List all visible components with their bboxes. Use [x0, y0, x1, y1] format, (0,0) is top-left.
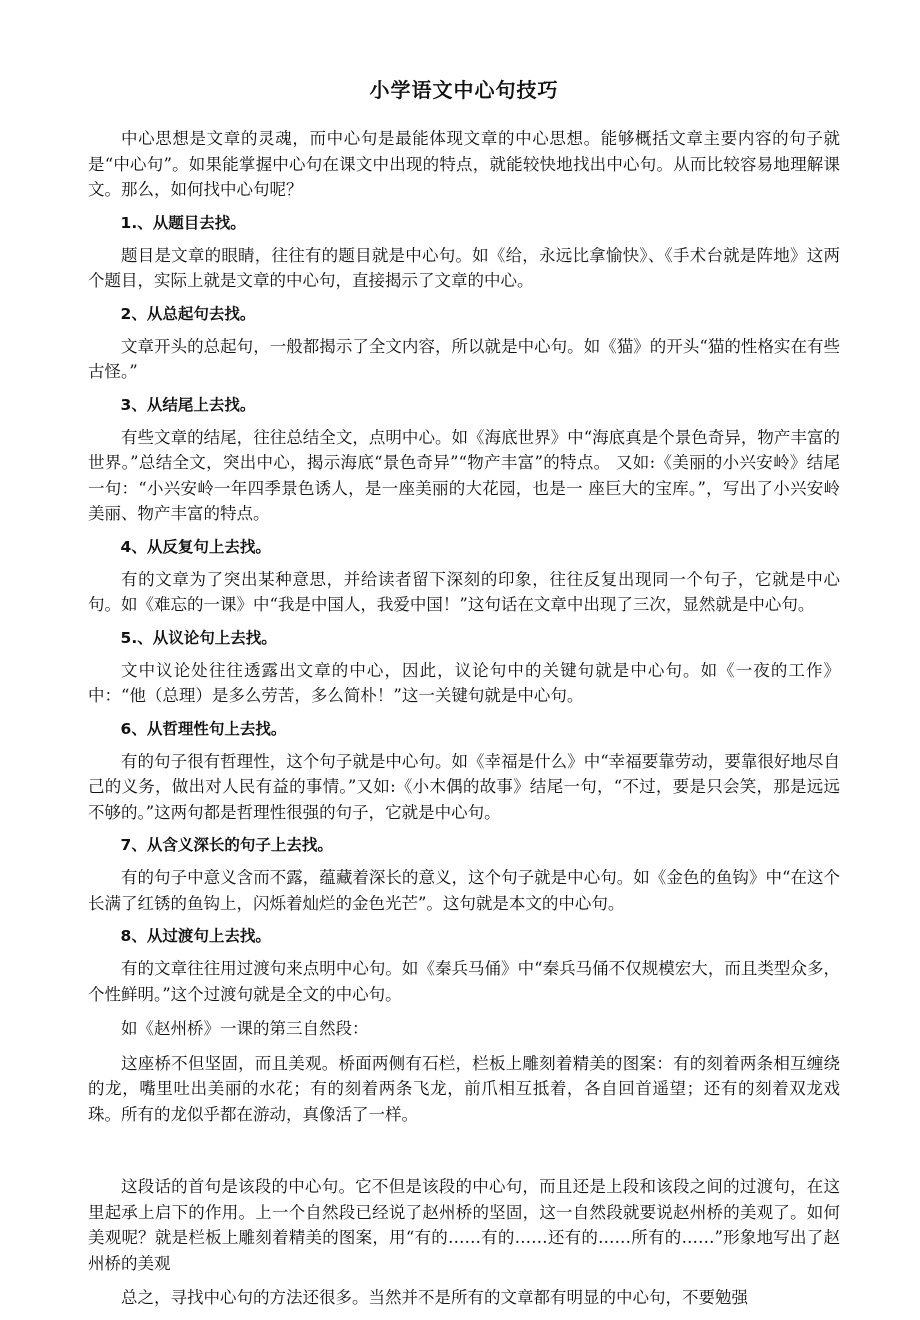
section-heading-4: 4、从反复句上去找。: [120, 537, 271, 556]
section-text-8: 有的文章往往用过渡句来点明中心句。如《秦兵马俑》中“秦兵马俑不仅规模宏大，而且类型众多，个性鲜明。”这个过渡句就是全文的中心句。: [88, 959, 840, 1004]
section-text-1: 题目是文章的眼睛，往往有的题目就是中心句。如《给，永远比拿愉快》、《手术台就是阵地》这两个题目，实际上就是文章的中心句，直接揭示了文章的中心。: [88, 245, 840, 290]
section-heading-5: 5.、从议论句上去找。: [120, 628, 277, 647]
section-heading-7: 7、从含义深长的句子上去找。: [120, 836, 333, 854]
section-text-6: 有的句子很有哲理性，这个句子就是中心句。如《幸福是什么》中“幸福要靠劳动，要靠很好地尽自己的义务，做出对人民有益的事情。”又如:《小木偶的故事》结尾一句，“不过，要是只会笑，那是远远不够的。”这两句都是哲理性很强的句子，它就是中心句。: [88, 751, 840, 822]
section-text-4: 有的文章为了突出某种意思，并给读者留下深刻的印象，往往反复出现同一个句子，它就是中心句。如《难忘的一课》中“我是中国人，我爱中国！”这句话在文章中出现了三次，显然就是中心句。: [88, 569, 840, 614]
page-title: 小学语文中心句技巧: [369, 78, 559, 102]
document-page: [88, 76, 840, 1320]
blank-spacer: [88, 1136, 840, 1174]
section-heading-3: 3、从结尾上去找。: [120, 395, 256, 414]
example-intro: 如《赵州桥》一课的第三自然段：: [121, 1019, 369, 1038]
intro-paragraph: 中心思想是文章的灵魂，而中心句是最能体现文章的中心思想。能够概括文章主要内容的句子就是“中心句”。如果能掌握中心句在课文中出现的特点，就能较快地找出中心句。从而比较容易地理解课文。那么，如何找中心句呢？: [88, 129, 840, 199]
section-heading-2: 2、从总起句去找。: [120, 304, 256, 323]
section-text-3: 有些文章的结尾，往往总结全文，点明中心。如《海底世界》中“海底真是个景色奇异，物产丰富的世界。”总结全文，突出中心，揭示海底“景色奇异”“物产丰富”的特点。 又如:《美丽的小兴安岭》结尾一句：“小兴安岭一年四季景色诱人，是一座美丽的大花园，也是一 座巨大的宝库。”，写出了小兴安岭美丽、物产丰富的特点。: [88, 427, 840, 523]
section-heading-6: 6、从哲理性句上去找。: [120, 719, 287, 738]
conclusion-paragraph: 总之，寻找中心句的方法还很多。当然并不是所有的文章都有明显的中心句，不要勉强: [121, 1288, 748, 1307]
analysis-paragraph: 这段话的首句是该段的中心句。它不但是该段的中心句，而且还是上段和该段之间的过渡句，在这里起承上启下的作用。上一个自然段已经说了赵州桥的坚固，这一自然段就要说赵州桥的美观了。如何美观呢？就是栏板上雕刻着精美的图案，用“有的……有的……还有的……所有的……”形象地写出了赵州桥的美观: [88, 1177, 840, 1273]
section-heading-8: 8、从过渡句上去找。: [120, 927, 271, 945]
example-quote: 这座桥不但坚固，而且美观。桥面两侧有石栏，栏板上雕刻着精美的图案：有的刻着两条相互缠绕的龙，嘴里吐出美丽的水花；有的刻着两条飞龙，前爪相互抵着，各自回首遥望；还有的刻着双龙戏珠。所有的龙似乎都在游动，真像活了一样。: [88, 1053, 840, 1124]
section-heading-1: 1.、从题目去找。: [120, 213, 246, 232]
section-text-2: 文章开头的总起句，一般都揭示了全文内容，所以就是中心句。如《猫》的开头“猫的性格实在有些古怪。”: [88, 336, 840, 381]
section-text-7: 有的句子中意义含而不露，蕴藏着深长的意义，这个句子就是中心句。如《金色的鱼钩》中“在这个长满了红锈的鱼钩上，闪烁着灿烂的金色光芒”。这句就是本文的中心句。: [88, 868, 840, 913]
section-text-5: 文中议论处往往透露出文章的中心，因此，议论句中的关键句就是中心句。如《一夜的工作》中：“他（总理）是多么劳苦，多么简朴！”这一关键句就是中心句。: [88, 660, 840, 705]
